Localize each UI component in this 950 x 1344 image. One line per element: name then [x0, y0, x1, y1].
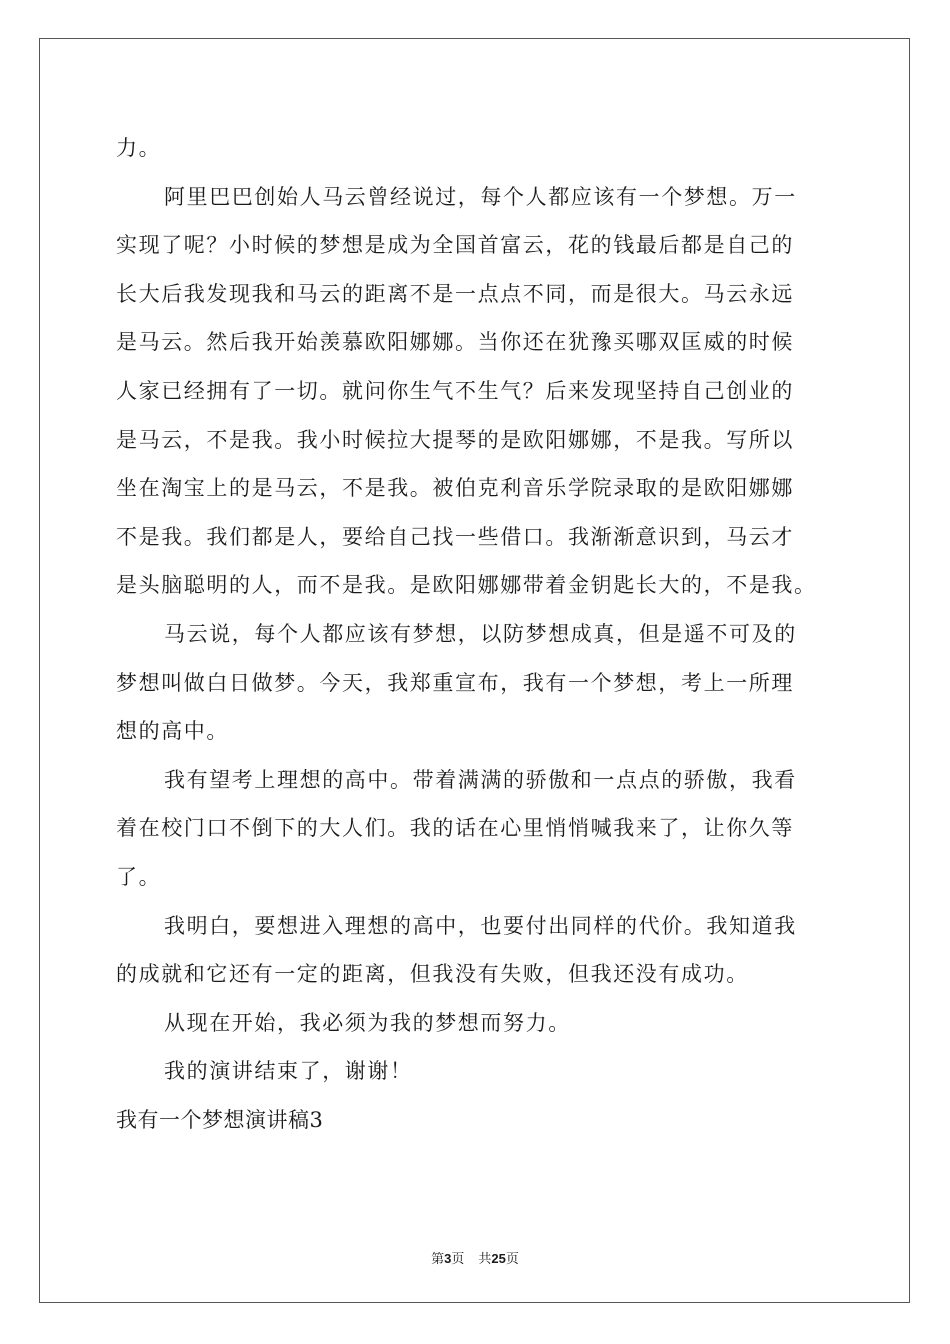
paragraph-line: 坐在淘宝上的是马云，不是我。被伯克利音乐学院录取的是欧阳娜娜 [116, 476, 794, 501]
paragraph-line: 了。 [116, 864, 162, 889]
paragraph-line: 着在校门口不倒下的大人们。我的话在心里悄悄喊我来了，让你久等 [116, 816, 794, 841]
section-heading: 我有一个梦想演讲稿3 [116, 1107, 324, 1132]
paragraph-line: 的成就和它还有一定的距离，但我没有失败，但我还没有成功。 [116, 962, 749, 987]
document-body [116, 124, 836, 1144]
page-number: 3 [444, 1251, 452, 1266]
paragraph-line: 阿里巴巴创始人马云曾经说过，每个人都应该有一个梦想。万一 [164, 184, 797, 209]
page-suffix: 页 [451, 1252, 465, 1267]
paragraph-line: 实现了呢？小时候的梦想是成为全国首富云，花的钱最后都是自己的 [116, 233, 794, 258]
paragraph-line: 是头脑聪明的人，而不是我。是欧阳娜娜带着金钥匙长大的，不是我。 [116, 573, 817, 598]
total-suffix: 页 [505, 1252, 519, 1267]
paragraph-line: 是马云。然后我开始羡慕欧阳娜娜。当你还在犹豫买哪双匡威的时候 [116, 330, 794, 355]
page-prefix: 第 [431, 1252, 445, 1267]
paragraph-line: 我有望考上理想的高中。带着满满的骄傲和一点点的骄傲，我看 [164, 767, 797, 792]
paragraph-line: 我的演讲结束了，谢谢！ [164, 1059, 413, 1084]
page-footer [0, 1248, 950, 1267]
paragraph-line: 梦想叫做白日做梦。今天，我郑重宣布，我有一个梦想，考上一所理 [116, 670, 794, 695]
paragraph-line: 长大后我发现我和马云的距离不是一点点不同，而是很大。马云永远 [116, 281, 794, 306]
total-pages: 25 [491, 1251, 506, 1266]
paragraph-line: 是马云，不是我。我小时候拉大提琴的是欧阳娜娜，不是我。写所以 [116, 427, 794, 452]
paragraph-line: 想的高中。 [116, 719, 229, 744]
total-prefix: 共 [478, 1252, 492, 1267]
paragraph-line: 力。 [116, 136, 162, 160]
paragraph-line: 不是我。我们都是人，要给自己找一些借口。我渐渐意识到，马云才 [116, 524, 794, 549]
paragraph-line: 我明白，要想进入理想的高中，也要付出同样的代价。我知道我 [164, 913, 797, 938]
paragraph-line: 马云说，每个人都应该有梦想，以防梦想成真，但是遥不可及的 [164, 621, 797, 646]
paragraph-line: 从现在开始，我必须为我的梦想而努力。 [164, 1010, 571, 1035]
paragraph-line: 人家已经拥有了一切。就问你生气不生气？后来发现坚持自己创业的 [116, 378, 794, 403]
